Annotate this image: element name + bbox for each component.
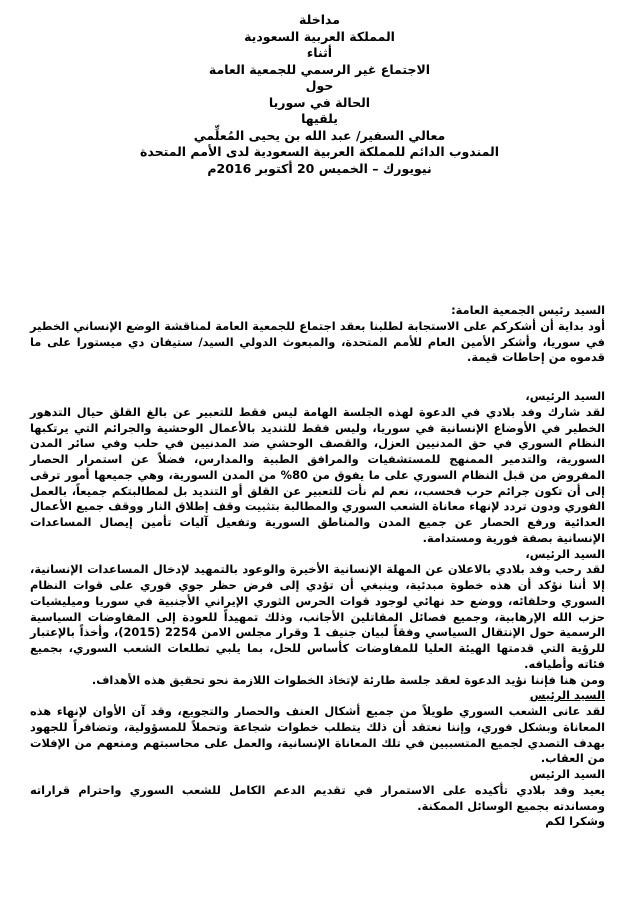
paragraph-opening: أود بداية أن أشكركم على الاستجابة لطلبنا بعقد اجتماع للجمعية العامة لمناقشة الوضع الإنساني الخطير في سوريا، وأشكر الأمين العام للأمم المتحدة، والمبعوث الدولي السيد/ ستيفان دي ميستورا على ما قدموه من إحاطات قيمة.: [30, 318, 605, 365]
paragraph-gap: [30, 366, 605, 389]
document-body: [30, 303, 605, 830]
closing-thanks: وشكرا لكم: [545, 814, 605, 829]
salutation-mr-president: السيد الرئيس: [529, 688, 605, 703]
header-during-label: أثناء: [306, 45, 333, 60]
header-speaker-title: المندوب الدائم للمملكة العربية السعودية لدى الأمم المتحدة: [139, 144, 499, 159]
salutation-mr-president: السيد الرئيس: [529, 767, 605, 781]
salutation-mr-president: السيد الرئيس،: [525, 389, 605, 403]
salutation-mr-president: السيد الرئيس،: [525, 546, 605, 561]
header-topic: الحالة في سوريا: [268, 94, 371, 110]
header-place-date: نيويورك – الخميس 20 أكتوبر 2016م: [207, 160, 432, 176]
paragraph-humanitarian-pause: لقد رحب وفد بلادي بالاعلان عن المهلة الإنسانية الأخيرة والوعود بالتمهيد لإدخال المساعدات الإنسانية، إلا أننا نؤكد أن هذه خطوة مبدئية، وينبغي أن تؤدي إلى فرض حظر جوي فوري على قوات النظام السوري وحلفائه، ووضع حد نهائي لوجود قوات الحرس الثوري الإيراني الأجنبية في سوريا وميليشيات حزب الله الإرهابية، وجميع فصائل المقاتلين الأجانب، وذلك تمهيداً للعودة إلى المفاوضات السياسية الرسمية حول الإنتقال السياسي وفقاً لبيان جنيف 1 وقرار مجلس الامن 2254 (2015)، وأخذاً بالإعتبار للرؤية التي قدمتها الهيئة العليا للمفاوضات كأساس للحل، بما يلبي تطلعات الشعب السوري، بجميع فئاته وأطيافه.: [30, 562, 606, 671]
header-statement-label: مداخلة: [299, 12, 340, 27]
salutation-president-general-assembly: السيد رئيس الجمعية العامة:: [451, 303, 605, 317]
header-speaker-name: معالي السفير/ عبد الله بن يحيى المُعلِّمي: [193, 127, 446, 143]
paragraph-suffering: لقد عانى الشعب السوري طويلاً من جميع أشكال العنف والحصار والتجويع، وقد آن الأوان لإنهاء هذه المعاناة وبشكل فوري، وإننا نعتقد أن ذلك يتطلب خطوات شجاعة وتحملاً للمسؤولية، وتضافراً للجهود بهدف التصدي لجميع المتسببين في تلك المعاناة الإنسانية، والعمل على محاسبتهم ومنعهم من الإفلات من العقاب.: [30, 704, 605, 766]
header-country: المملكة العربية السعودية: [244, 28, 395, 44]
header-about-label: حول: [305, 78, 334, 93]
paragraph-support: يعيد وفد بلادي تأكيده على الاستمرار في تقديم الدعم الكامل للشعب السوري واحترام قراراته ومساندته بجميع الوسائل الممكنة.: [30, 782, 605, 813]
header-meeting-title: الاجتماع غير الرسمي للجمعية العامة: [208, 61, 431, 77]
paragraph-emergency-session: ومن هنا فإننا نؤيد الدعوة لعقد جلسة طارئة لإتخاذ الخطوات اللازمة نحو تحقيق هذه الأهداف.: [91, 672, 605, 687]
header-delivered-by-label: يلقيها: [301, 111, 338, 126]
document-header: [20, 12, 619, 177]
paragraph-humanitarian-situation: لقد شارك وفد بلادي في الدعوة لهذه الجلسة الهامة ليس فقط للتعبير عن بالغ القلق حيال التدهور الخطير في الأوضاع الإنسانية في سوريا، وليس فقط للتنديد بالأعمال الوحشية والجرائم التي يرتكبها النظام السوري في حق المدنيين العزل، والقصف الوحشي ضد المدنيين في حلب وفي سائر المدن السورية، والتدمير الممنهج للمستشفيات والمرافق الطبية والمدارس، فضلاً عن استمرار الحصار المفروض من قبل النظام السوري على ما يفوق من 80% من المدن السورية، وهي جميعها أمور ترقى إلى أن تكون جرائم حرب فحسب،، نعم لم نأت للتعبير عن القلق أو التنديد بل لمطالبتكم جميعاً، بالعمل الفوري ودون تردد لإنهاء معاناة الشعب السوري والمطالبة بتثبيت وقف إطلاق النار ووقف جميع الأعمال العدائية ورفع الحصار عن جميع المدن والمناطق السورية وتفعيل آليات تأمين إيصال المساعدات الإنسانية بصفة فورية ومستدامة.: [30, 404, 606, 545]
